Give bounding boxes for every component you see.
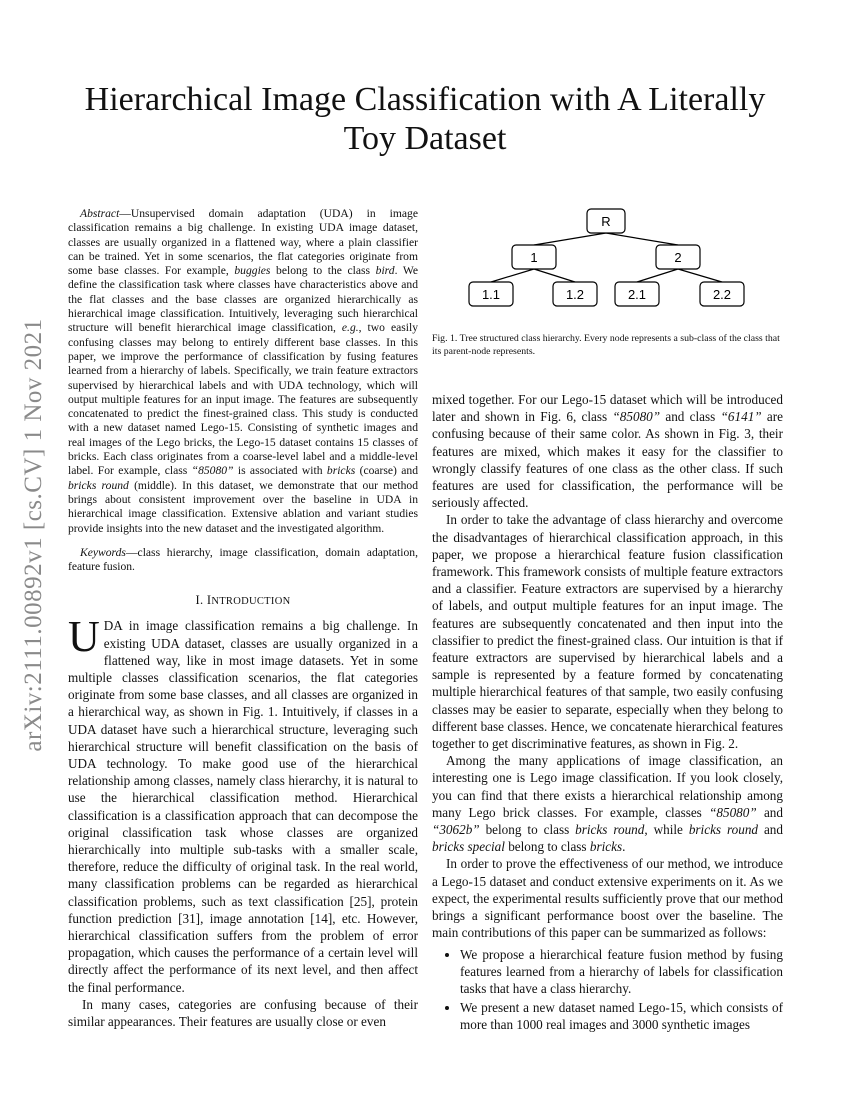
tree-diagram	[432, 205, 783, 335]
right-paragraph-4: In order to prove the effectiveness of our method, we introduce a Lego-15 dataset and conduct extensive experiments on it. As we expect, the experimental results sufficiently prove that our method brings a significant performance boost over the baseline. The main contributions of this paper can be summarized as follows:	[432, 856, 783, 941]
abstract-em: bricks round	[68, 478, 129, 492]
node-root-label: R	[601, 214, 611, 229]
intro-body	[68, 612, 418, 1030]
abstract-text: (coarse) and	[355, 464, 418, 478]
section-rest: NTRODUCTION	[211, 596, 291, 608]
abstract-label: Abstract	[80, 207, 120, 220]
figure-1-tree	[432, 205, 783, 335]
abstract-em: bricks	[326, 464, 356, 478]
abstract-text: —Unsupervised domain adaptation (UDA) in image classification remains a big challenge. In existing UDA image dataset, classes are usually organized in a flattened way, where a plain classifier can be trained. Yet in some scenarios, the flat categories originate from some base classes. For example,	[68, 207, 418, 278]
class-name: bricks	[589, 839, 623, 855]
right-text: Among the many applications of image classification, an interesting one is Lego image classification. If you look closely, you can find that there exists a hierarchical relationship among many Lego brick classes. For example, classes	[432, 753, 783, 820]
class-name: “3062b”	[432, 822, 480, 838]
class-name: bricks round	[575, 822, 645, 838]
arxiv-id: arXiv:2111.00892v1 [cs.CV] 1 Nov 2021	[20, 318, 47, 752]
abstract-text: , two easily confusing classes may belong to entirely different base classes. In this paper, we improve the performance of classification by fusing features learned from a hierarchy of labels. Specifically, we train feature extractors supervised by hierarchical labels and with UDA technology, which will output multiple features for an input image. The features are subsequently concatenated to predict the finest-grained class. This study is conducted with a new dataset named Lego-15. Consisting of synthetic images and real images of the Lego bricks, the Lego-15 dataset contains 15 classes of bricks. Each class originates from a coarse-level label and a middle-level label. For example, class	[68, 321, 418, 478]
class-name: bricks round	[688, 822, 759, 838]
paper-title	[60, 80, 790, 158]
node-2-label: 2	[674, 250, 682, 265]
node-1-label: 1	[530, 250, 538, 265]
abstract-em: “85080”	[191, 464, 234, 478]
edge-r-2	[606, 233, 678, 245]
abstract-text: . We define the classification task where classes have characteristics above and the flat classes and the base classes are organized hierarchically as hierarchical image classification. Intuitively, leveraging such hierarchical structure will benefit hierarchical image classification,	[68, 264, 418, 335]
abstract-text: (middle). In this dataset, we demonstrate that our method brings about consistent improvement over the baseline in UDA in hierarchical image classification. Extensive ablation and variant studies provide insights into the new dataset and the investigated algorithm.	[68, 478, 418, 535]
section-heading-introduction	[68, 593, 418, 608]
arxiv-sidebar	[10, 290, 58, 780]
contribution-item: • We present a new dataset named Lego-15, which consists of more than 1000 real images and 3000 synthetic images	[460, 999, 783, 1033]
right-text: and	[758, 822, 783, 838]
keywords-label: Keywords	[80, 545, 126, 559]
figure-1-caption: Fig. 1. Tree structured class hierarchy. Every node represents a sub-class of the class that its parent-node represents.	[432, 333, 780, 357]
right-paragraph-2: In order to take the advantage of class hierarchy and overcome the disadvantages of hierarchical classification approach, in this paper, we propose a hierarchical feature fusion classification framework. This framework consists of multiple feature extractors and a classifier. Feature extractors are supervised by a hierarchy of labels, and output multiple features for an input image. The features are subsequently concatenated and then input into the classifier to predict the finest-grained class. Our intuition is that if feature extractors are supervised by hierarchical labels and a sample is represented by a feature formed by concatenating multiple hierarchical features of that sample, two easily confusing classes may be easier to separate, especially when they belong to different base classes. Hence, we concatenate hierarchical features together to get discriminative features, as shown in Fig. 2.	[432, 512, 783, 752]
edge-1-12	[534, 269, 575, 282]
edge-1-11	[491, 269, 534, 282]
class-name: “85080”	[612, 409, 661, 425]
right-text: are confusing because of their same color. As shown in Fig. 3, their features are mixed, which makes it easy for the classifier to wrongly classify features of one class as the other class. If such features are used for classification, the performance will be seriously affected.	[432, 409, 783, 511]
section-number: I.	[195, 593, 207, 608]
right-text: belong to class	[479, 822, 576, 838]
contributions-list	[432, 946, 783, 1034]
right-text: , while	[644, 822, 689, 838]
abstract-em: bird	[375, 264, 395, 278]
class-name: “6141”	[720, 409, 762, 425]
contribution-item: • We propose a hierarchical feature fusion method by fusing features learned from a hierarchy of labels for classification tasks that have a class hierarchy.	[460, 946, 783, 998]
abstract-text: is associated with	[233, 464, 327, 478]
right-column	[432, 391, 783, 1036]
keywords	[68, 546, 418, 575]
class-name: bricks special	[432, 839, 505, 855]
left-column	[68, 207, 418, 1030]
edge-2-22	[678, 269, 722, 282]
node-2-2-label: 2.2	[712, 287, 732, 302]
abstract-em: buggies	[234, 264, 271, 278]
intro-paragraph-2: In many cases, categories are confusing because of their similar appearances. Their features are usually close or even	[68, 996, 418, 1030]
right-text: belong to class	[504, 839, 590, 855]
title-line-1: Hierarchical Image Classification with A Literally	[84, 81, 766, 118]
right-text: mixed together. For our Lego-15 dataset which will be introduced later and shown in Fig. 6, class	[432, 392, 783, 425]
abstract	[68, 207, 418, 536]
abstract-text: belong to the class	[270, 264, 376, 278]
dropcap: U	[68, 612, 100, 662]
keywords-text: —class hierarchy, image classification, domain adaptation, feature fusion.	[68, 545, 418, 574]
title-line-2: Toy Dataset	[343, 120, 507, 157]
node-2-1-label: 2.1	[627, 287, 647, 302]
right-text: and	[756, 804, 783, 820]
section-initial: I	[206, 593, 212, 608]
right-paragraph-3	[432, 752, 783, 855]
edge-r-1	[534, 233, 606, 245]
edge-2-21	[637, 269, 678, 282]
intro-paragraph-1	[68, 612, 418, 995]
node-1-1-label: 1.1	[481, 287, 501, 302]
abstract-em: e.g.	[341, 321, 359, 335]
node-1-2-label: 1.2	[565, 287, 585, 302]
right-text: .	[622, 839, 626, 855]
intro-text: DA in image classification remains a big challenge. In existing UDA dataset, classes are usually organized in a flattened way, like in most image datasets. Yet in some multiple classes classification scenarios, the flat categories originate from some base classes, and all classes are organized in a hierarchical way, as shown in Fig. 1. Intuitively, if classes in a UDA dataset have such a hierarchical structure, leveraging such hierarchical structure will benefit classification on the basis of UDA technology. To make good use of the hierarchical relationship among classes, namely class hierarchy, it is natural to use the hierarchical classification method. Hierarchical classification is a classification approach that can decompose the original classification task whose classes are organized hierarchically into multiple sub-tasks with a smaller scale, therefore, reduce the difficulty of original task. In the real world, many classification problems can be regarded as hierarchical classification problems, such as text classification [25], protein function prediction [31], image annotation [14], etc. However, hierarchical classification suffers from the problem of error propagation, which causes the performance of a certain level will directly affect the performance of its next level, and then affect the final performance.	[68, 618, 418, 995]
right-text: and class	[660, 409, 721, 425]
right-paragraph-1	[432, 391, 783, 511]
class-name: “85080”	[709, 804, 757, 820]
